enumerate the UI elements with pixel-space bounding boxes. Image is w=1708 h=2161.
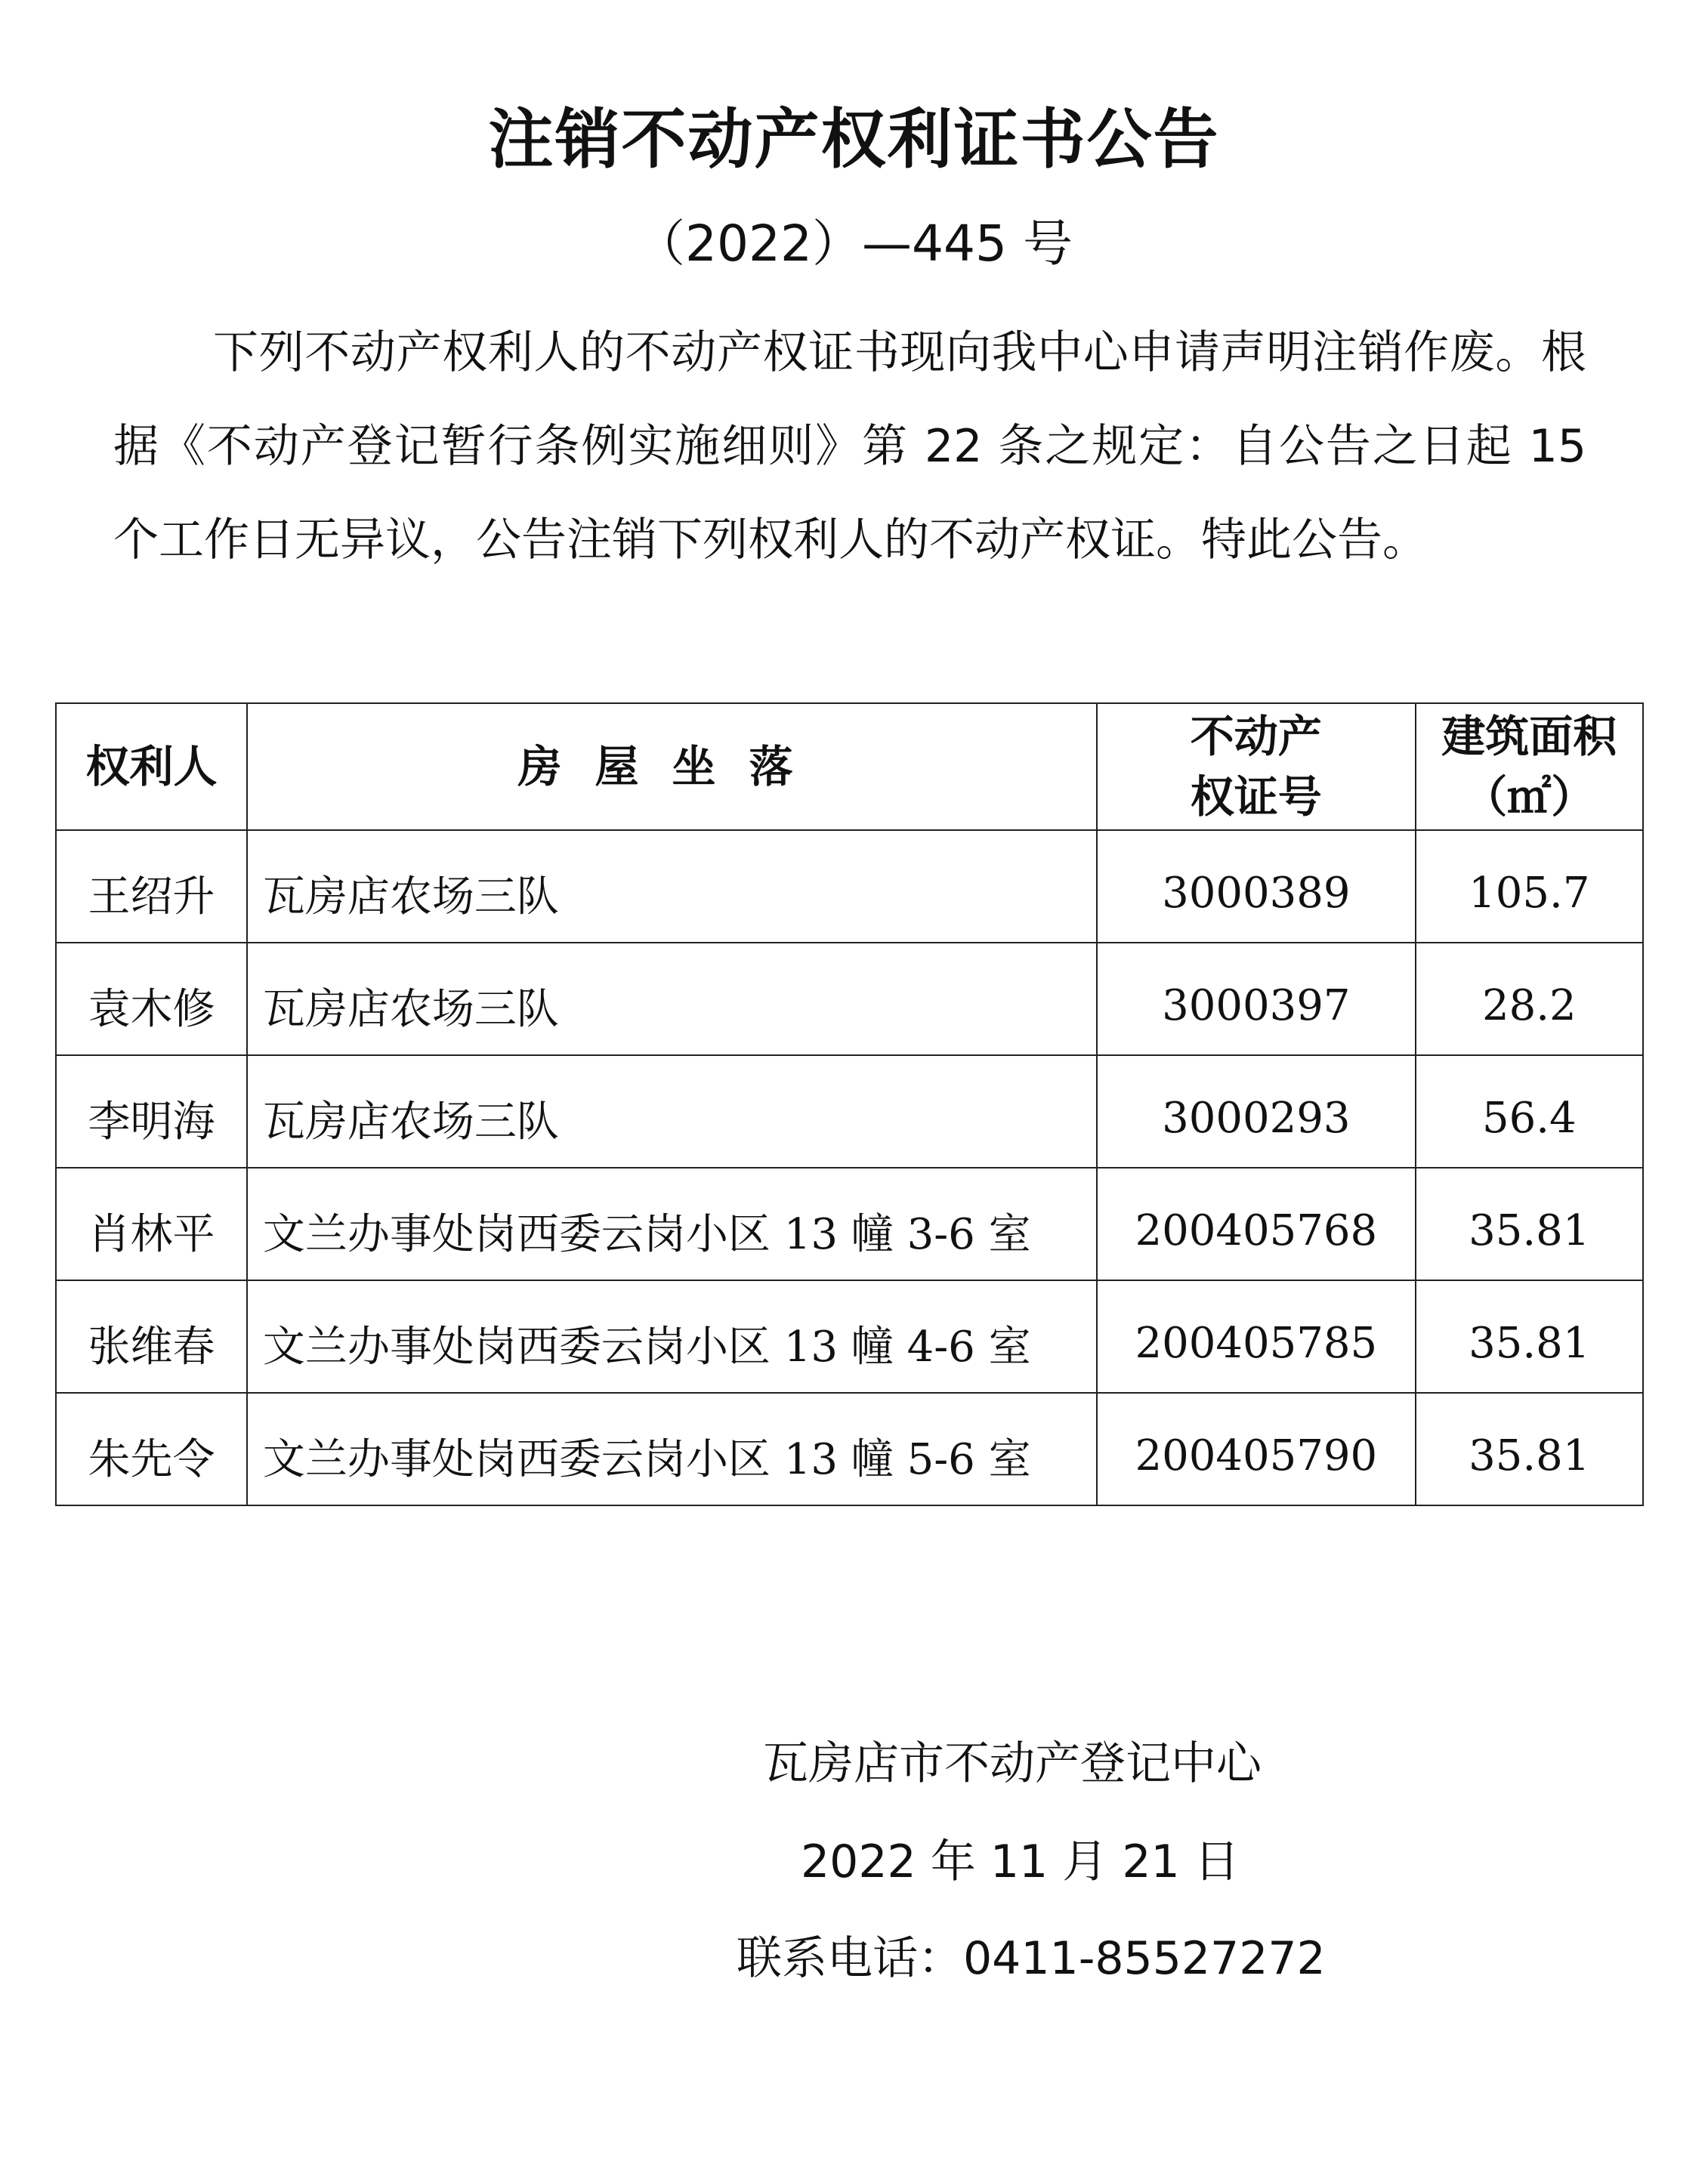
owner-cell: 李明海: [56, 1055, 247, 1168]
records-table: [55, 702, 1644, 1506]
certificate-cell: 3000397: [1097, 943, 1416, 1055]
table-row: [56, 1393, 1643, 1505]
area-cell: 105.7: [1416, 830, 1643, 943]
table-header-row: [56, 703, 1643, 830]
table-row: [56, 1168, 1643, 1280]
issuing-organization: 瓦房店市不动产登记中心: [763, 1737, 1262, 1790]
table-row: [56, 1280, 1643, 1393]
header-area: [1416, 703, 1643, 830]
certificate-cell: 200405785: [1097, 1280, 1416, 1393]
header-certificate: [1097, 703, 1416, 830]
certificate-cell: 3000293: [1097, 1055, 1416, 1168]
address-cell: 瓦房店农场三队: [247, 830, 1097, 943]
area-cell: 35.81: [1416, 1280, 1643, 1393]
address-cell: 文兰办事处岗西委云岗小区 13 幢 3-6 室: [247, 1168, 1097, 1280]
issue-date: 2022 年 11 月 21 日: [801, 1835, 1240, 1888]
header-certificate-line1: 不动产: [1190, 711, 1322, 762]
header-area-line1: 建筑面积: [1441, 711, 1617, 762]
owner-cell: 朱先令: [56, 1393, 247, 1505]
address-cell: 文兰办事处岗西委云岗小区 13 幢 4-6 室: [247, 1280, 1097, 1393]
certificate-cell: 3000389: [1097, 830, 1416, 943]
header-owner: 权利人: [56, 703, 247, 830]
owner-cell: 张维春: [56, 1280, 247, 1393]
notice-body: 下列不动产权利人的不动产权证书现向我中心申请声明注销作废。根据《不动产登记暂行条例实施细则》第 22 条之规定：自公告之日起 15 个工作日无异议，公告注销下列权利人的不动产权证。特此公告。: [113, 326, 1586, 566]
table-row: [56, 1055, 1643, 1168]
document-number: （2022）—445 号: [635, 215, 1073, 273]
certificate-cell: 200405790: [1097, 1393, 1416, 1505]
area-cell: 35.81: [1416, 1393, 1643, 1505]
address-cell: 文兰办事处岗西委云岗小区 13 幢 5-6 室: [247, 1393, 1097, 1505]
header-area-line2: （㎡）: [1463, 771, 1595, 823]
certificate-cell: 200405768: [1097, 1168, 1416, 1280]
area-cell: 56.4: [1416, 1055, 1643, 1168]
table-row: [56, 943, 1643, 1055]
address-cell: 瓦房店农场三队: [247, 943, 1097, 1055]
owner-cell: 王绍升: [56, 830, 247, 943]
notice-title: 注销不动产权利证书公告: [488, 102, 1220, 178]
address-cell: 瓦房店农场三队: [247, 1055, 1097, 1168]
header-certificate-line2: 权证号: [1190, 771, 1322, 823]
owner-cell: 袁木修: [56, 943, 247, 1055]
area-cell: 28.2: [1416, 943, 1643, 1055]
table-row: [56, 830, 1643, 943]
owner-cell: 肖林平: [56, 1168, 247, 1280]
area-cell: 35.81: [1416, 1168, 1643, 1280]
contact-phone: 联系电话：0411-85527272: [737, 1932, 1326, 1985]
header-address: 房屋坐落: [247, 703, 1097, 830]
